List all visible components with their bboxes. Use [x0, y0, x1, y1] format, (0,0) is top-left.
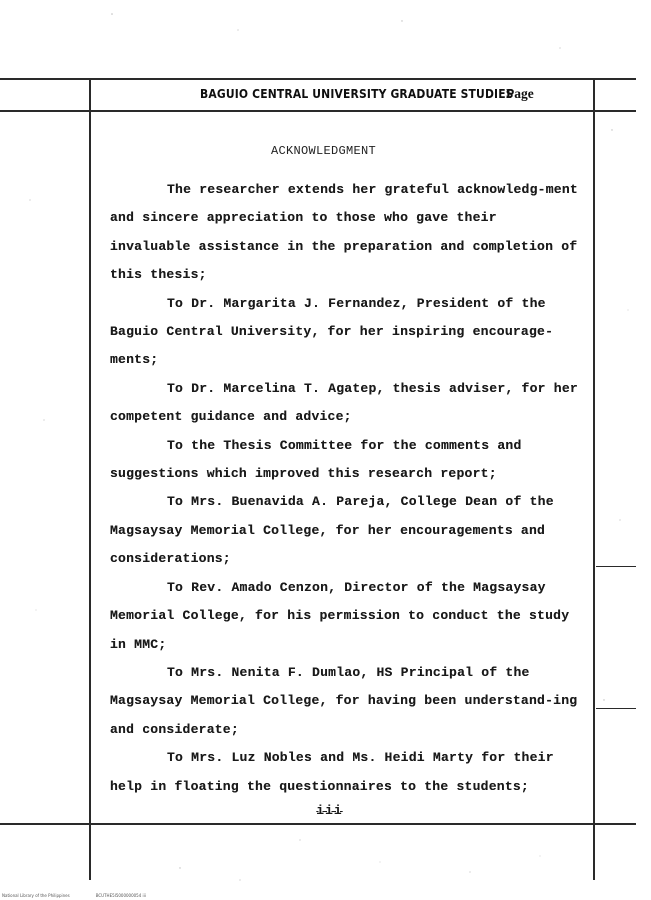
- right-edge-tick-1: [596, 566, 636, 567]
- paragraph-pareja: To Mrs. Buenavida A. Pareja, College Dean of the Magsaysay Memorial College, for her encouragements and considerations;: [110, 494, 554, 567]
- page-number-text: iii: [316, 803, 343, 818]
- footer-library: National Library of the Philippines: [2, 893, 70, 898]
- paragraph-nobles-marty: To Mrs. Luz Nobles and Ms. Heidi Marty for their help in floating the questionnaires to the students;: [110, 750, 554, 794]
- paragraph-dumlao: To Mrs. Nenita F. Dumlao, HS Principal of the Magsaysay Memorial College, for having been understand-ing and considerate;: [110, 664, 578, 737]
- top-border-line: [0, 78, 636, 80]
- page-number: [0, 803, 651, 818]
- scan-footer: [2, 893, 146, 898]
- paragraph-intro: The researcher extends her grateful acknowledg-ment and sincere appreciation to those who gave their invaluable assistance in the preparation and completion of this thesis;: [110, 182, 578, 283]
- right-margin-line: [593, 80, 595, 880]
- paragraph-thesis-committee: To the Thesis Committee for the comments and suggestions which improved this research report;: [110, 437, 522, 482]
- bottom-border-line: [0, 823, 636, 825]
- page-title: [0, 144, 651, 158]
- header-underline: [0, 110, 636, 112]
- acknowledgment-body: [110, 176, 580, 801]
- left-margin-line: [89, 80, 91, 880]
- footer-id: BCUTHE5I5000000054 iii: [95, 893, 146, 898]
- paragraph-fernandez: To Dr. Margarita J. Fernandez, President of the Baguio Central University, for her inspiring encourage-ments;: [110, 295, 554, 368]
- page-title-text: ACKNOWLEDGMENT: [270, 144, 377, 158]
- paragraph-cenzon: To Rev. Amado Cenzon, Director of the Magsaysay Memorial College, for his permission to conduct the study in MMC;: [110, 579, 570, 652]
- right-edge-tick-2: [596, 708, 636, 709]
- header-page-label: Page: [506, 86, 534, 101]
- paragraph-agatep: To Dr. Marcelina T. Agatep, thesis adviser, for her competent guidance and advice;: [110, 380, 578, 425]
- university-header: BAGUIO CENTRAL UNIVERSITY GRADUATE STUDIES: [200, 86, 514, 101]
